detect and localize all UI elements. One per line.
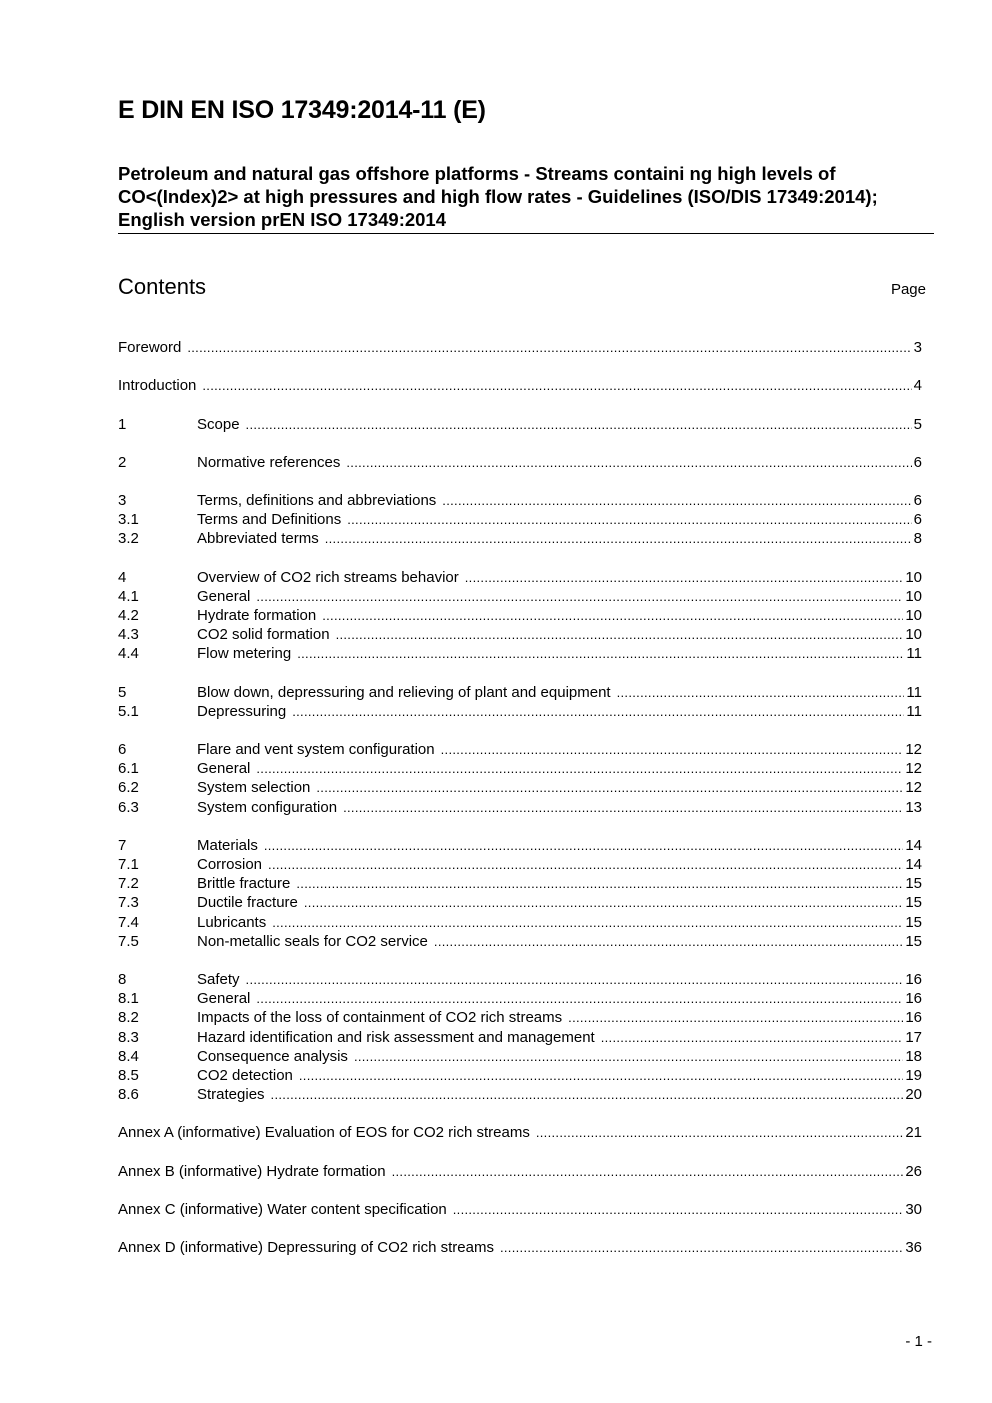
toc-entry-page: 16 bbox=[905, 990, 922, 1007]
toc-entry[interactable] bbox=[118, 759, 922, 779]
contents-heading: Contents bbox=[118, 274, 207, 299]
toc-entry-title: Annex D (informative) Depressuring of CO2 rich streams bbox=[118, 1239, 494, 1256]
toc-entry-page: 14 bbox=[905, 856, 922, 873]
toc-entry[interactable] bbox=[118, 376, 922, 396]
toc-entry[interactable] bbox=[118, 415, 922, 435]
toc-entry-number: 4.4 bbox=[118, 645, 139, 662]
toc-entry-title: Consequence analysis bbox=[197, 1048, 348, 1065]
toc-dot-leader bbox=[347, 510, 911, 530]
toc-entry-page: 10 bbox=[905, 626, 922, 643]
toc-dot-leader bbox=[316, 778, 903, 798]
toc-entry-title: Abbreviated terms bbox=[197, 530, 319, 547]
toc-entry[interactable] bbox=[118, 1238, 922, 1258]
toc-entry-number: 7.4 bbox=[118, 914, 139, 931]
toc-dot-leader bbox=[296, 874, 903, 894]
toc-entry-page: 10 bbox=[905, 607, 922, 624]
toc-entry-page: 10 bbox=[905, 588, 922, 605]
toc-dot-leader bbox=[292, 702, 904, 722]
toc-entry-page: 11 bbox=[906, 703, 922, 720]
toc-entry-number: 4.3 bbox=[118, 626, 139, 643]
toc-entry-title: CO2 solid formation bbox=[197, 626, 330, 643]
toc-entry-number: 6.1 bbox=[118, 760, 139, 777]
toc-dot-leader bbox=[500, 1238, 903, 1258]
toc-entry[interactable] bbox=[118, 989, 922, 1009]
toc-entry-page: 12 bbox=[905, 741, 922, 758]
toc-entry[interactable] bbox=[118, 893, 922, 913]
toc-entry[interactable] bbox=[118, 798, 922, 818]
toc-entry[interactable] bbox=[118, 683, 922, 703]
toc-dot-leader bbox=[202, 376, 911, 396]
toc-dot-leader bbox=[346, 453, 911, 473]
toc-dot-leader bbox=[442, 491, 911, 511]
toc-entry-title: Scope bbox=[197, 416, 240, 433]
toc-entry-title: Non-metallic seals for CO2 service bbox=[197, 933, 428, 950]
toc-entry-title: Hydrate formation bbox=[197, 607, 317, 624]
toc-entry[interactable] bbox=[118, 1066, 922, 1086]
toc-entry-title: Safety bbox=[197, 971, 240, 988]
toc-entry-page: 12 bbox=[905, 760, 922, 777]
toc-entry[interactable] bbox=[118, 855, 922, 875]
toc-entry[interactable] bbox=[118, 491, 922, 511]
toc-entry-page: 26 bbox=[905, 1163, 922, 1180]
toc-entry[interactable] bbox=[118, 932, 922, 952]
toc-entry[interactable] bbox=[118, 1162, 922, 1182]
toc-entry-title: Annex B (informative) Hydrate formation bbox=[118, 1163, 386, 1180]
toc-entry-title: Terms, definitions and abbreviations bbox=[197, 492, 437, 509]
toc-entry[interactable] bbox=[118, 625, 922, 645]
toc-dot-leader bbox=[272, 913, 903, 933]
toc-entry[interactable] bbox=[118, 1123, 922, 1143]
toc-entry-page: 14 bbox=[905, 837, 922, 854]
toc-entry-number: 7 bbox=[118, 837, 127, 854]
toc-entry[interactable] bbox=[118, 874, 922, 894]
toc-dot-leader bbox=[187, 338, 911, 358]
toc-dot-leader bbox=[354, 1047, 903, 1067]
toc-entry-title: Blow down, depressuring and relieving of plant and equipment bbox=[197, 684, 611, 701]
toc-dot-leader bbox=[304, 893, 903, 913]
toc-entry-page: 21 bbox=[905, 1124, 922, 1141]
toc-entry-number: 7.3 bbox=[118, 894, 139, 911]
toc-entry-number: 6.2 bbox=[118, 779, 139, 796]
toc-entry-number: 8.2 bbox=[118, 1009, 139, 1026]
toc-entry-title: Impacts of the loss of containment of CO2 rich streams bbox=[197, 1009, 563, 1026]
toc-entry-page: 11 bbox=[906, 645, 922, 662]
toc-entry[interactable] bbox=[118, 1008, 922, 1028]
toc-entry-page: 17 bbox=[905, 1029, 922, 1046]
toc-entry-number: 3 bbox=[118, 492, 127, 509]
toc-entry-title: Ductile fracture bbox=[197, 894, 298, 911]
toc-dot-leader bbox=[465, 568, 904, 588]
toc-entry-number: 8.5 bbox=[118, 1067, 139, 1084]
toc-entry[interactable] bbox=[118, 568, 922, 588]
toc-dot-leader bbox=[256, 989, 903, 1009]
toc-dot-leader bbox=[256, 587, 903, 607]
toc-entry[interactable] bbox=[118, 913, 922, 933]
toc-entry-number: 3.2 bbox=[118, 530, 139, 547]
toc-dot-leader bbox=[246, 415, 912, 435]
toc-entry-title: Hazard identification and risk assessment and management bbox=[197, 1029, 595, 1046]
toc-entry[interactable] bbox=[118, 587, 922, 607]
toc-entry[interactable] bbox=[118, 1200, 922, 1220]
toc-dot-leader bbox=[568, 1008, 903, 1028]
toc-entry-page: 5 bbox=[913, 416, 922, 433]
toc-entry[interactable] bbox=[118, 644, 922, 664]
toc-entry-number: 8.3 bbox=[118, 1029, 139, 1046]
toc-entry[interactable] bbox=[118, 836, 922, 856]
toc-entry-title: Depressuring bbox=[197, 703, 287, 720]
toc-entry-number: 7.1 bbox=[118, 856, 139, 873]
toc-entry[interactable] bbox=[118, 1028, 922, 1048]
toc-entry[interactable] bbox=[118, 529, 922, 549]
toc-entry-title: System selection bbox=[197, 779, 311, 796]
toc-entry-number: 7.5 bbox=[118, 933, 139, 950]
toc-dot-leader bbox=[322, 606, 903, 626]
toc-entry-page: 12 bbox=[905, 779, 922, 796]
toc-dot-leader bbox=[536, 1123, 903, 1143]
toc-entry-title: Foreword bbox=[118, 339, 182, 356]
toc-entry-page: 13 bbox=[905, 799, 922, 816]
toc-entry-title: Corrosion bbox=[197, 856, 263, 873]
toc-entry-number: 8.4 bbox=[118, 1048, 139, 1065]
toc-dot-leader bbox=[601, 1028, 904, 1048]
toc-dot-leader bbox=[256, 759, 903, 779]
toc-entry[interactable] bbox=[118, 1047, 922, 1067]
toc-entry-title: General bbox=[197, 588, 251, 605]
page-column-label: Page bbox=[890, 281, 926, 298]
toc-entry-number: 5.1 bbox=[118, 703, 139, 720]
toc-entry-page: 30 bbox=[905, 1201, 922, 1218]
toc-entry-page: 15 bbox=[905, 933, 922, 950]
toc-entry-page: 36 bbox=[905, 1239, 922, 1256]
toc-entry-number: 7.2 bbox=[118, 875, 139, 892]
toc-entry-number: 8.6 bbox=[118, 1086, 139, 1103]
toc-dot-leader bbox=[441, 740, 904, 760]
toc-entry-title: Strategies bbox=[197, 1086, 265, 1103]
toc-entry-number: 1 bbox=[118, 416, 127, 433]
toc-entry-title: Terms and Definitions bbox=[197, 511, 342, 528]
toc-entry[interactable] bbox=[118, 702, 922, 722]
toc-dot-leader bbox=[246, 970, 904, 990]
toc-entry-number: 8.1 bbox=[118, 990, 139, 1007]
toc-entry[interactable] bbox=[118, 453, 922, 473]
toc-entry-title: Annex A (informative) Evaluation of EOS for CO2 rich streams bbox=[118, 1124, 530, 1141]
toc-entry-number: 4.1 bbox=[118, 588, 139, 605]
toc-entry-title: General bbox=[197, 760, 251, 777]
toc-dot-leader bbox=[336, 625, 904, 645]
toc-dot-leader bbox=[297, 644, 904, 664]
toc-entry-page: 18 bbox=[905, 1048, 922, 1065]
toc-entry[interactable] bbox=[118, 338, 922, 358]
toc-entry-page: 16 bbox=[905, 971, 922, 988]
toc-entry-page: 19 bbox=[905, 1067, 922, 1084]
toc-entry-number: 5 bbox=[118, 684, 127, 701]
toc-entry-title: Annex C (informative) Water content specification bbox=[118, 1201, 447, 1218]
footer-page-number: - 1 - bbox=[905, 1333, 932, 1350]
toc-entry-page: 6 bbox=[913, 454, 922, 471]
toc-entry-page: 20 bbox=[905, 1086, 922, 1103]
toc-entry-page: 15 bbox=[905, 894, 922, 911]
toc-entry-title: General bbox=[197, 990, 251, 1007]
toc-entry-number: 8 bbox=[118, 971, 127, 988]
toc-entry-number: 4 bbox=[118, 569, 127, 586]
toc-entry-number: 6 bbox=[118, 741, 127, 758]
toc-dot-leader bbox=[392, 1162, 904, 1182]
toc-entry-page: 16 bbox=[905, 1009, 922, 1026]
toc-entry-title: Lubricants bbox=[197, 914, 267, 931]
toc-entry[interactable] bbox=[118, 1085, 922, 1105]
toc-entry-title: CO2 detection bbox=[197, 1067, 293, 1084]
document-page bbox=[118, 0, 934, 1403]
toc-entry-page: 4 bbox=[913, 377, 922, 394]
toc-entry-page: 6 bbox=[913, 492, 922, 509]
toc-entry[interactable] bbox=[118, 778, 922, 798]
toc-entry-number: 4.2 bbox=[118, 607, 139, 624]
toc-dot-leader bbox=[617, 683, 905, 703]
toc-dot-leader bbox=[264, 836, 903, 856]
toc-entry-page: 6 bbox=[913, 511, 922, 528]
toc-entry-page: 15 bbox=[905, 914, 922, 931]
toc-entry-title: System configuration bbox=[197, 799, 338, 816]
document-title: E DIN EN ISO 17349:2014-11 (E) bbox=[118, 96, 486, 124]
toc-dot-leader bbox=[434, 932, 903, 952]
toc-entry-title: Introduction bbox=[118, 377, 197, 394]
toc-entry-page: 15 bbox=[905, 875, 922, 892]
toc-entry-number: 6.3 bbox=[118, 799, 139, 816]
toc-entry-title: Materials bbox=[197, 837, 258, 854]
toc-dot-leader bbox=[325, 529, 912, 549]
toc-entry[interactable] bbox=[118, 740, 922, 760]
toc-entry-page: 8 bbox=[913, 530, 922, 547]
toc-entry-title: Flow metering bbox=[197, 645, 292, 662]
toc-entry[interactable] bbox=[118, 510, 922, 530]
toc-entry-number: 2 bbox=[118, 454, 127, 471]
toc-entry-page: 10 bbox=[905, 569, 922, 586]
toc-entry-title: Normative references bbox=[197, 454, 341, 471]
document-subtitle: Petroleum and natural gas offshore platforms - Streams containi ng high levels of CO<(Index)2> at high pressures and high flow rates - Guidelines (ISO/DIS 17349:2014); English version prEN ISO 17349:2014 bbox=[118, 162, 934, 234]
toc-entry-title: Overview of CO2 rich streams behavior bbox=[197, 569, 459, 586]
toc-dot-leader bbox=[299, 1066, 903, 1086]
toc-dot-leader bbox=[343, 798, 903, 818]
toc-entry-number: 3.1 bbox=[118, 511, 139, 528]
toc-entry[interactable] bbox=[118, 606, 922, 626]
toc-dot-leader bbox=[268, 855, 903, 875]
toc-dot-leader bbox=[453, 1200, 904, 1220]
toc-dot-leader bbox=[271, 1085, 904, 1105]
toc-entry-page: 3 bbox=[913, 339, 922, 356]
toc-entry[interactable] bbox=[118, 970, 922, 990]
toc-entry-page: 11 bbox=[906, 684, 922, 701]
toc-entry-title: Brittle fracture bbox=[197, 875, 291, 892]
toc-entry-title: Flare and vent system configuration bbox=[197, 741, 435, 758]
